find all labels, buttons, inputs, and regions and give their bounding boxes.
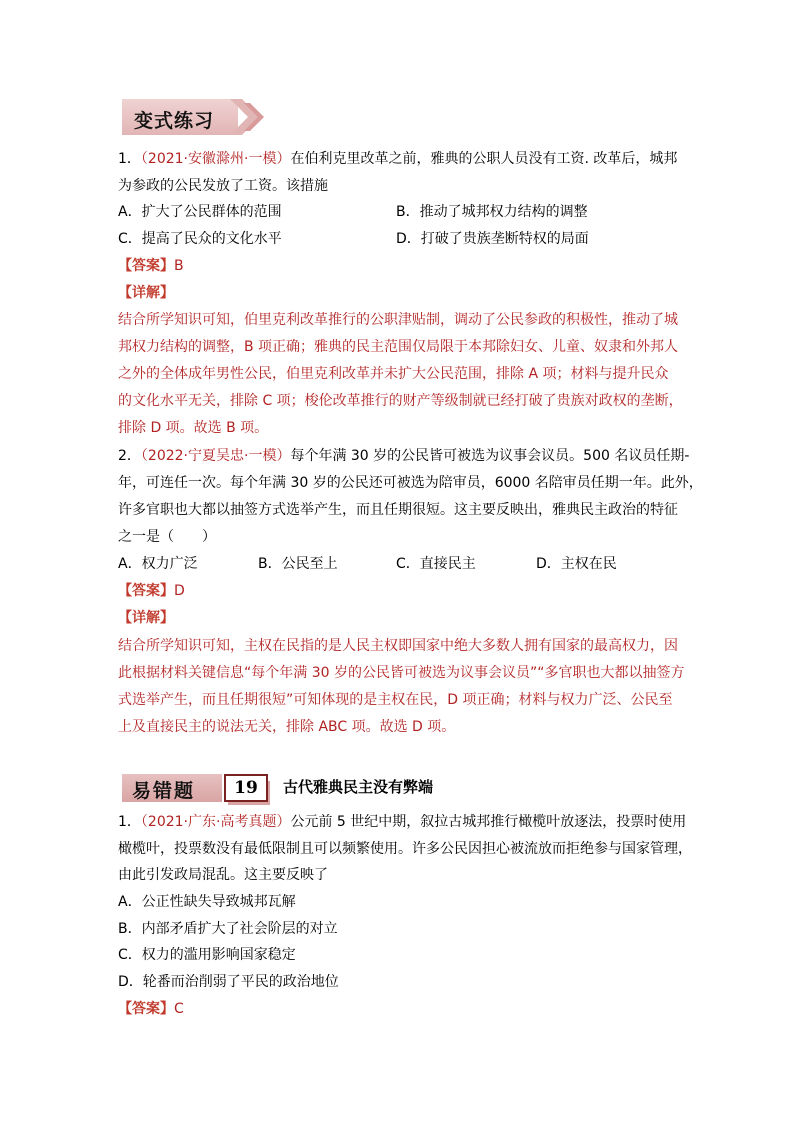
- answer-value: D: [174, 583, 185, 599]
- option-a: A．扩大了公民群体的范围: [118, 204, 282, 220]
- detail-line: 排除 D 项。故选 B 项。: [118, 420, 269, 436]
- detail-line: 此根据材料关键信息“每个年满 30 岁的公民皆可被选为议事会议员”“多官职也大都以抽签方: [118, 665, 685, 681]
- question-2-line-2: 年，可连任一次。每个年满 30 岁的公民还可被选为陪审员，6000 名陪审员任期一年。此外，: [118, 475, 703, 491]
- question-1-line-2: 橄榄叶，投票数没有最低限制且可以频繁使用。许多公民因担心被流放而拒绝参与国家管理，: [118, 841, 692, 857]
- banner-number: 19: [224, 774, 268, 802]
- answer-line: [118, 582, 185, 600]
- question-source: （2021·广东·高考真题）: [140, 814, 291, 830]
- answer-line: [118, 257, 184, 275]
- option-c: C．权力的滥用影响国家稳定: [118, 947, 296, 963]
- question-2-line-4: 之一是（ ）: [118, 529, 216, 545]
- question-source: （2022·宁夏吴忠·一模）: [140, 448, 291, 464]
- answer-tag: 【答案】: [118, 258, 174, 274]
- option-d: D．主权在民: [536, 556, 617, 572]
- question-number: 2．: [118, 448, 141, 464]
- option-b: B．内部矛盾扩大了社会阶层的对立: [118, 921, 338, 937]
- double-chevron-icon: [230, 99, 270, 135]
- answer-value: C: [174, 1001, 184, 1017]
- question-number: 1．: [118, 151, 141, 167]
- question-1-line-2: 为参政的公民发放了工资。该措施: [118, 178, 328, 194]
- detail-line: 上及直接民主的说法无关，排除 ABC 项。故选 D 项。: [118, 719, 456, 735]
- answer-tag: 【答案】: [118, 583, 174, 599]
- option-d: D．轮番而治削弱了平民的政治地位: [118, 974, 339, 990]
- question-2-line-1: [118, 447, 689, 465]
- section-banner-variant-practice: [122, 99, 268, 135]
- answer-value: B: [174, 258, 184, 274]
- detail-line: 之外的全体成年男性公民，伯里克利改革并未扩大公民范围，排除 A 项；材料与提升民众: [118, 366, 669, 382]
- detail-line: 结合所学知识可知，伯里克利改革推行的公职津贴制，调动了公民参政的积极性，推动了城: [118, 312, 678, 328]
- detail-tag: 【详解】: [118, 610, 174, 626]
- option-a: A．权力广泛: [118, 556, 198, 572]
- question-2-line-3: 许多官职也大都以抽签方式选举产生，而且任期很短。这主要反映出，雅典民主政治的特征: [118, 502, 678, 518]
- banner-label: 易错题: [132, 780, 196, 802]
- question-stem: 每个年满 30 岁的公民皆可被选为议事会议员。500 名议员任期-: [290, 448, 690, 464]
- option-d: D．打破了贵族垄断特权的局面: [396, 231, 589, 247]
- question-source: （2021·安徽滁州·一模）: [140, 151, 291, 167]
- question-1-line-1: [118, 150, 677, 168]
- question-1-line-1: [118, 813, 686, 831]
- question-number: 1．: [118, 814, 141, 830]
- detail-line: 结合所学知识可知，主权在民指的是人民主权即国家中绝大多数人拥有国家的最高权力，因: [118, 638, 678, 654]
- option-c: C．直接民主: [396, 556, 476, 572]
- detail-line: 式选举产生，而且任期很短”可知体现的是主权在民，D 项正确；材料与权力广泛、公民至: [118, 692, 673, 708]
- option-c: C．提高了民众的文化水平: [118, 231, 282, 247]
- answer-line: [118, 1000, 184, 1018]
- detail-line: 邦权力结构的调整，B 项正确；雅典的民主范围仅局限于本邦除妇女、儿童、奴隶和外邦人: [118, 339, 679, 355]
- banner-label: 变式练习: [134, 110, 215, 132]
- option-b: B．公民至上: [258, 556, 338, 572]
- section-banner-error-prone: [122, 771, 272, 803]
- question-stem: 在伯利克里改革之前，雅典的公职人员没有工资. 改革后，城邦: [290, 151, 678, 167]
- option-b: B．推动了城邦权力结构的调整: [396, 204, 588, 220]
- option-a: A．公正性缺失导致城邦瓦解: [118, 894, 296, 910]
- question-1-line-3: 由此引发政局混乱。这主要反映了: [118, 867, 328, 883]
- detail-tag: 【详解】: [118, 285, 174, 301]
- answer-tag: 【答案】: [118, 1001, 174, 1017]
- detail-line: 的文化水平无关，排除 C 项；梭伦改革推行的财产等级制就已经打破了贵族对政权的垄断，: [118, 393, 683, 409]
- section-title: 古代雅典民主没有弊端: [283, 778, 434, 796]
- question-stem: 公元前 5 世纪中期，叙拉古城邦推行橄榄叶放逐法，投票时使用: [290, 814, 687, 830]
